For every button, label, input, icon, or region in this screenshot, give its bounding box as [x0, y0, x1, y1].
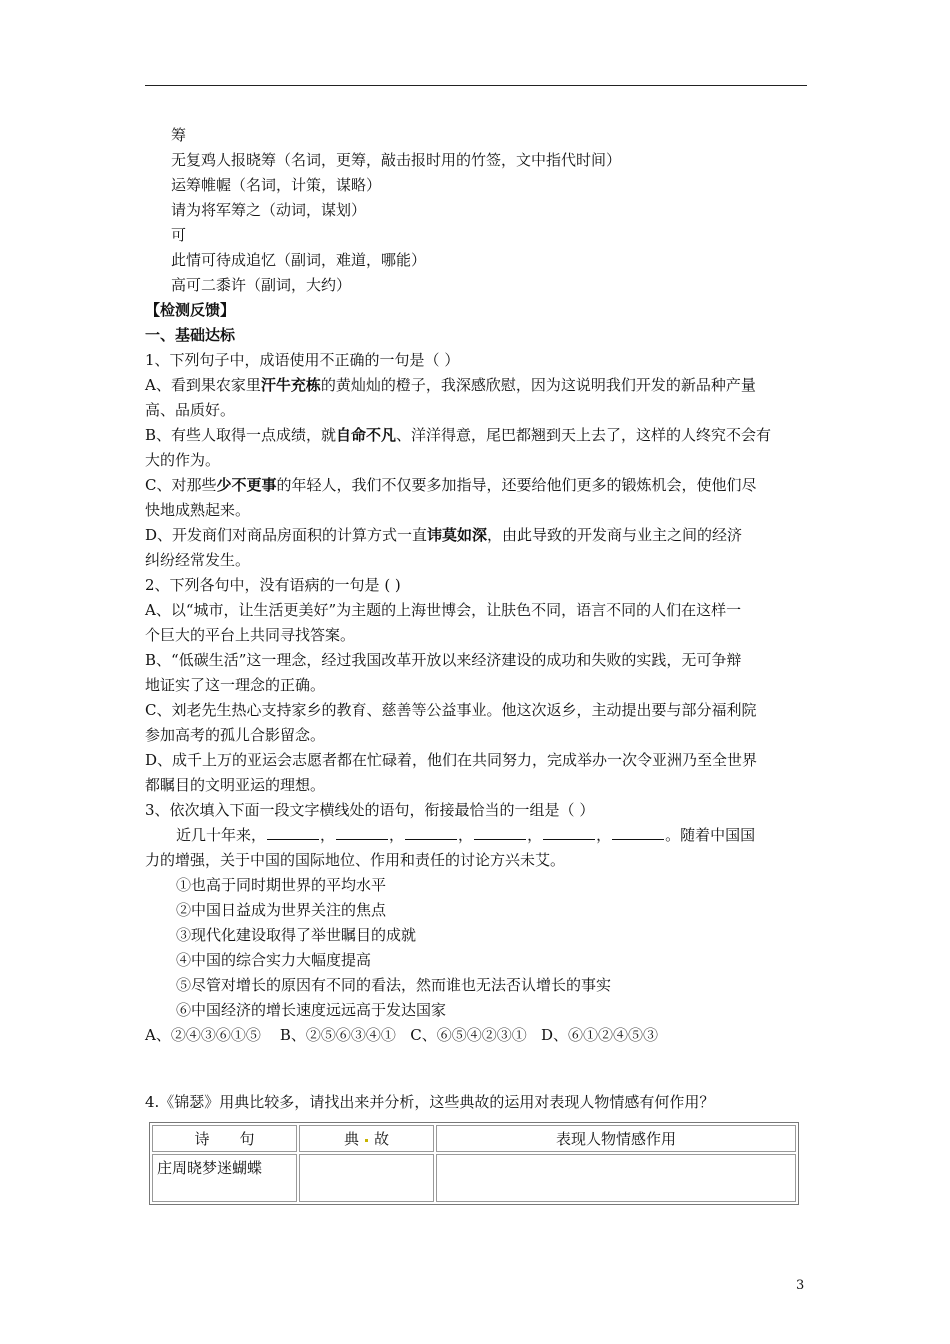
question-3-stem: 3、依次填入下面一段文字横线处的语句，衔接最恰当的一组是（ ） — [145, 801, 595, 819]
question-2-stem: 2、下列各句中，没有语病的一句是 ( ) — [145, 576, 401, 594]
question-3-option: ⑥中国经济的增长速度远远高于发达国家 — [176, 1001, 447, 1019]
header-effect: 表现人物情感作用 — [436, 1125, 796, 1152]
question-3-option: ④中国的综合实力大幅度提高 — [176, 951, 372, 969]
fill-blank — [336, 824, 388, 840]
vocab-line: 无复鸡人报晓筹（名词，更筹，敲击报时用的竹签，文中指代时间） — [171, 151, 622, 169]
question-3-option: ③现代化建设取得了举世瞩目的成就 — [176, 926, 417, 944]
question-1-option-b: B、有些人取得一点成绩，就自命不凡、洋洋得意，尾巴都翘到天上去了，这样的人终究不会有 — [145, 426, 772, 444]
question-2-option-a-cont: 个巨大的平台上共同寻找答案。 — [145, 626, 356, 644]
idiom: 讳莫如深 — [427, 526, 488, 544]
section-title: 【检测反馈】 — [145, 301, 236, 319]
question-2-option-c: C、刘老先生热心支持家乡的教育、慈善等公益事业。他这次返乡，主动提出要与部分福利院 — [145, 701, 757, 719]
question-3-option: ②中国日益成为世界关注的焦点 — [176, 901, 387, 919]
subsection-title: 一、基础达标 — [145, 326, 236, 344]
question-1-option-d-cont: 纠纷经常发生。 — [145, 551, 251, 569]
allusion-table — [149, 1122, 799, 1205]
question-2-option-a: A、以“城市，让生活更美好”为主题的上海世博会，让肤色不同，语言不同的人们在这样一 — [145, 601, 742, 619]
question-1-option-c-cont: 快地成熟起来。 — [145, 501, 251, 519]
fill-blank — [612, 824, 664, 840]
vocab-line: 请为将军筹之（动词，谋划） — [171, 201, 367, 219]
cell-poem-line: 庄周晓梦迷蝴蝶 — [152, 1154, 297, 1202]
question-2-option-d: D、成千上万的亚运会志愿者都在忙碌着，他们在共同努力，完成举办一次令亚洲乃至全世界 — [145, 751, 758, 769]
page-number: 3 — [796, 1278, 805, 1293]
idiom: 汗牛充栋 — [260, 376, 321, 394]
cell-allusion[interactable] — [299, 1154, 434, 1202]
question-1-option-c: C、对那些少不更事的年轻人，我们不仅要多加指导，还要给他们更多的锻炼机会，使他们尽 — [145, 476, 757, 494]
question-2-option-d-cont: 都瞩目的文明亚运的理想。 — [145, 776, 326, 794]
fill-blank — [543, 824, 595, 840]
question-3-passage-cont: 力的增强，关于中国的国际地位、作用和责任的讨论方兴未艾。 — [145, 851, 566, 869]
idiom: 少不更事 — [216, 476, 277, 494]
table-header-row — [152, 1125, 796, 1152]
question-2-option-b: B、“低碳生活”这一理念，经过我国改革开放以来经济建设的成功和失败的实践，无可争辩 — [145, 651, 742, 669]
question-3-option: ①也高于同时期世界的平均水平 — [176, 876, 387, 894]
vocab-char-chou: 筹 — [171, 126, 187, 144]
vocab-char-ke: 可 — [171, 226, 187, 244]
question-2-option-b-cont: 地证实了这一理念的正确。 — [145, 676, 326, 694]
question-1-option-a-cont: 高、品质好。 — [145, 401, 236, 419]
question-1-stem: 1、下列句子中，成语使用不正确的一句是（ ） — [145, 351, 460, 369]
question-1-option-b-cont: 大的作为。 — [145, 451, 221, 469]
idiom: 自命不凡 — [336, 426, 397, 444]
vocab-line: 运筹帷幄（名词，计策，谋略） — [171, 176, 382, 194]
vocab-line: 高可二黍许（副词，大约） — [171, 276, 352, 294]
fill-blank — [405, 824, 457, 840]
marker-dot — [365, 1139, 368, 1142]
question-1-option-d: D、开发商们对商品房面积的计算方式一直讳莫如深，由此导致的开发商与业主之间的经济 — [145, 526, 743, 544]
fill-blank — [267, 824, 319, 840]
document-body — [145, 123, 810, 1115]
question-4-stem: 4.《锦瑟》用典比较多，请找出来并分析，这些典故的运用对表现人物情感有何作用？ — [145, 1093, 715, 1111]
header-rule — [145, 85, 807, 86]
question-2-option-c-cont: 参加高考的孤儿合影留念。 — [145, 726, 326, 744]
question-3-answers: A、②④③⑥①⑤ B、②⑤⑥③④① C、⑥⑤④②③① D、⑥①②④⑤③ — [145, 1026, 659, 1044]
vocab-line: 此情可待成追忆（副词，难道，哪能） — [171, 251, 427, 269]
question-3-option: ⑤尽管对增长的原因有不同的看法，然而谁也无法否认增长的事实 — [176, 976, 612, 994]
table-row — [152, 1154, 796, 1202]
question-3-passage: 近几十年来， ， ， ， ， ， 。随着中国国 — [176, 826, 756, 844]
fill-blank — [474, 824, 526, 840]
header-poem-line: 诗句 — [152, 1125, 297, 1152]
question-1-option-a: A、看到果农家里汗牛充栋的黄灿灿的橙子，我深感欣慰，因为这说明我们开发的新品种产量 — [145, 376, 756, 394]
header-allusion: 典 故 — [299, 1125, 434, 1152]
cell-effect[interactable] — [436, 1154, 796, 1202]
